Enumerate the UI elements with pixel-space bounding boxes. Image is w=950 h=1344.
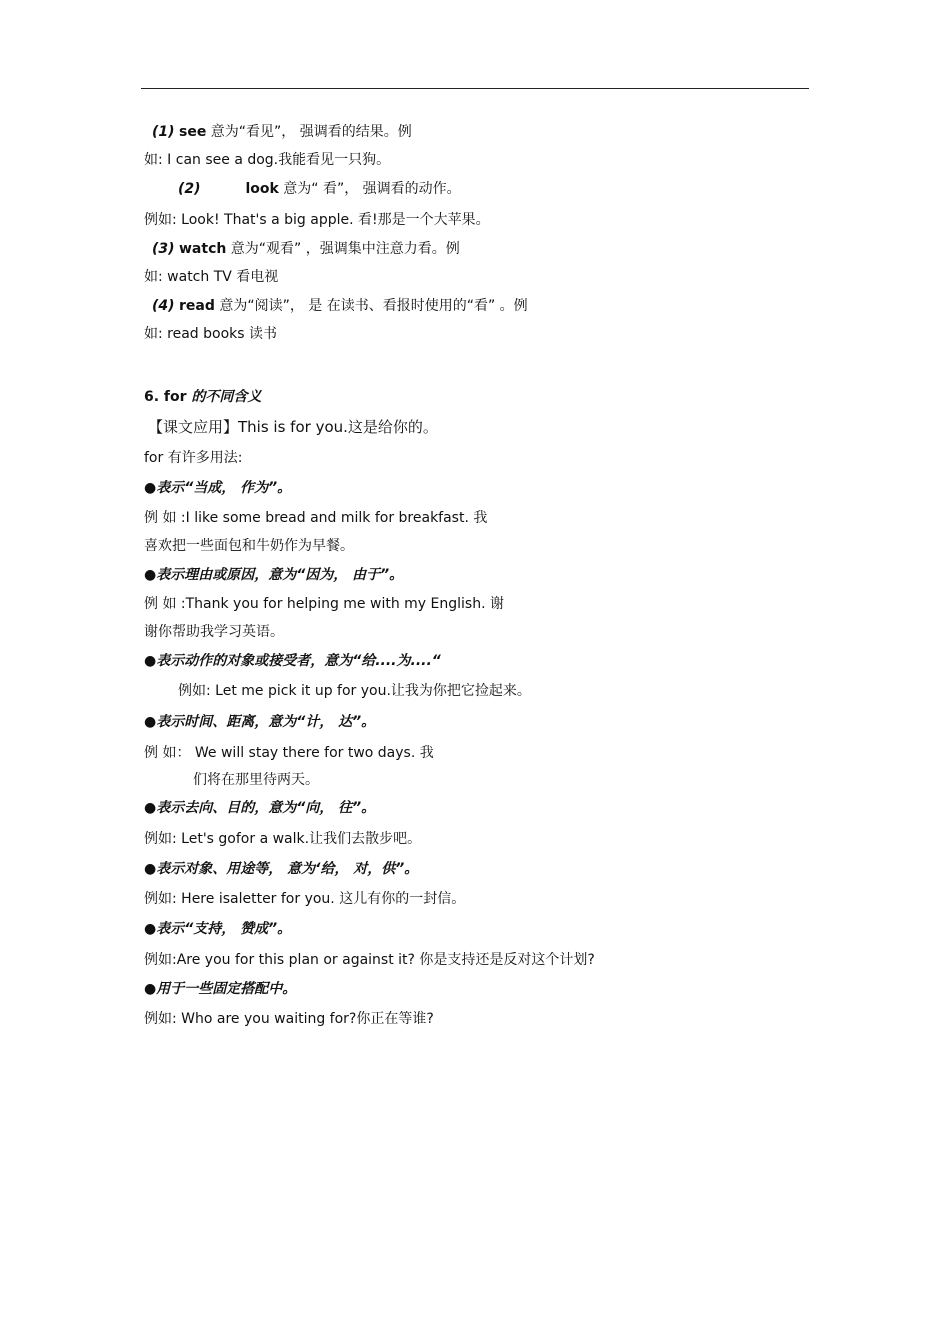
usage-example-translation: 喜欢把一些面包和牛奶作为早餐。	[144, 538, 354, 554]
usage-title: ●表示理由或原因，意为“因为， 由于”。	[144, 567, 404, 583]
usage-title: ●表示“支持， 赞成”。	[144, 921, 292, 937]
usage-example: 例如:Are you for this plan or against it? 你是支持还是反对这个计划?	[144, 952, 595, 968]
section-heading	[144, 388, 261, 406]
read-definition	[152, 297, 528, 315]
usage-example: 例 如： We will stay there for two days. 我	[144, 745, 434, 761]
usage-title: ●表示时间、距离，意为“计， 达”。	[144, 714, 376, 730]
usage-example: 例如: Here isaletter for you. 这儿有你的一封信。	[144, 891, 466, 907]
usage-example-translation: 谢你帮助我学习英语。	[144, 624, 284, 640]
usage-example: 例 如 :Thank you for helping me with my English. 谢	[144, 596, 504, 612]
usage-title: ●表示对象、用途等， 意为‘给， 对，供”。	[144, 861, 419, 877]
usage-example: 例 如 :I like some bread and milk for breakfast. 我	[144, 510, 488, 526]
watch-definition	[152, 240, 460, 258]
usage-example: 例如: Who are you waiting for?你正在等谁?	[144, 1011, 434, 1027]
keyword: watch	[179, 241, 227, 257]
see-example: 如: I can see a dog.我能看见一只狗。	[144, 152, 391, 168]
usage-title: ●表示“当成， 作为”。	[144, 480, 292, 496]
item-number: (2)	[178, 181, 201, 197]
lesson-text: This is for you.这是给你的。	[238, 418, 438, 436]
heading-number: 6. for	[144, 389, 192, 405]
lesson-application	[148, 418, 438, 436]
keyword: read	[179, 298, 215, 314]
usage-title: ●表示动作的对象或接受者，意为“给....为....“	[144, 653, 441, 669]
keyword: see	[179, 124, 207, 140]
item-number: (4)	[152, 298, 175, 314]
item-number: (1)	[152, 124, 175, 140]
usage-example-translation: 们将在那里待两天。	[193, 772, 319, 788]
usage-example: 例如: Let's gofor a walk.让我们去散步吧。	[144, 831, 422, 847]
definition-text: 意为“观看” ，强调集中注意力看。例	[226, 241, 460, 257]
look-definition	[178, 180, 461, 198]
lesson-tag: 【课文应用】	[148, 418, 239, 436]
look-example: 例如: Look! That's a big apple. 看!那是一个大苹果。	[144, 212, 490, 228]
see-definition	[152, 123, 412, 141]
heading-text: 的不同含义	[191, 389, 262, 405]
header-rule	[141, 88, 809, 89]
usage-intro: for 有许多用法:	[144, 450, 243, 466]
definition-text: 意为“ 看”， 强调看的动作。	[278, 181, 461, 197]
definition-text: 意为“看见”， 强调看的结果。例	[206, 124, 412, 140]
read-example: 如: read books 读书	[144, 326, 278, 342]
usage-title: ●用于一些固定搭配中。	[144, 981, 297, 997]
definition-text: 意为“阅读”， 是 在读书、看报时使用的“看” 。例	[214, 298, 528, 314]
watch-example: 如: watch TV 看电视	[144, 269, 279, 285]
item-number: (3)	[152, 241, 175, 257]
usage-example: 例如: Let me pick it up for you.让我为你把它捡起来。	[178, 683, 531, 699]
keyword: look	[245, 181, 279, 197]
usage-title: ●表示去向、目的，意为“向， 往”。	[144, 800, 376, 816]
